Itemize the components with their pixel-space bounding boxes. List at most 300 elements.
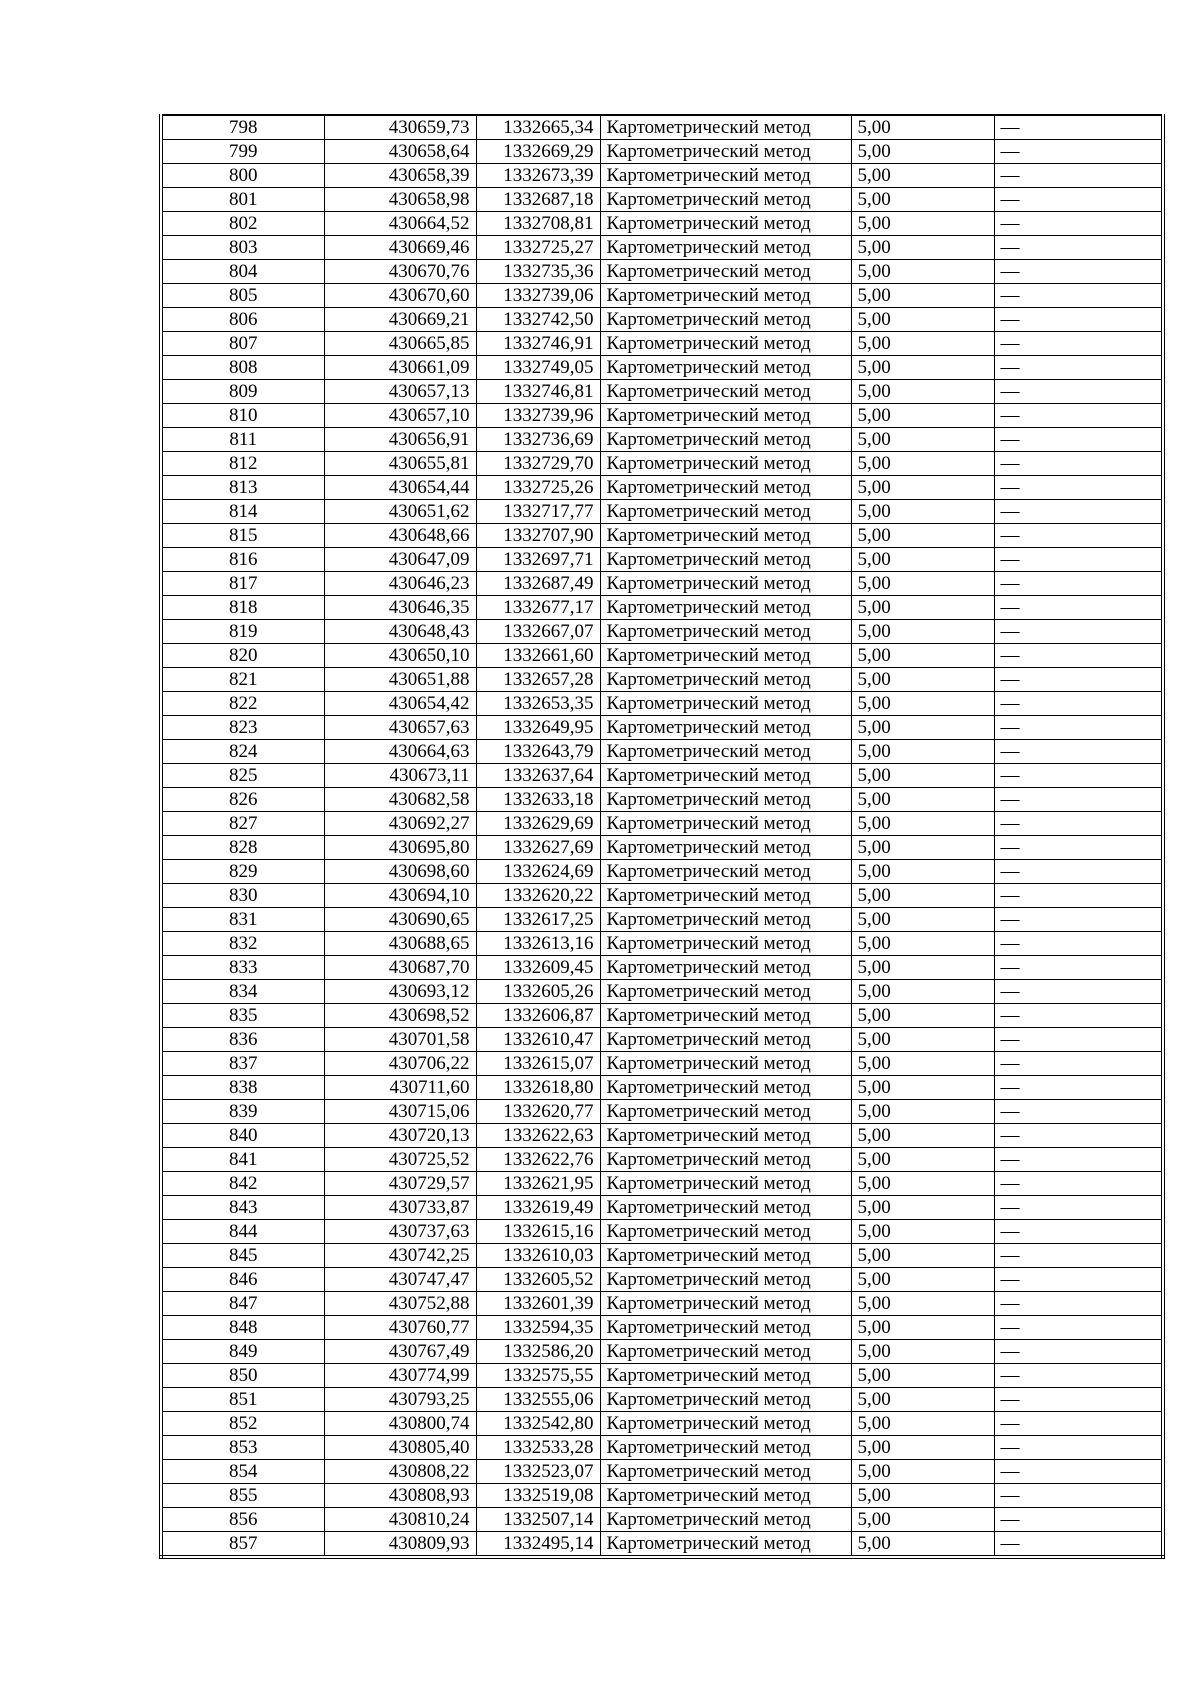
table-row bbox=[161, 884, 1163, 908]
y-coordinate-cell: 1332677,17 bbox=[476, 596, 600, 620]
table-row bbox=[161, 620, 1163, 644]
y-coordinate-cell: 1332609,45 bbox=[476, 956, 600, 980]
table-row bbox=[161, 1436, 1163, 1460]
y-coordinate-cell: 1332613,16 bbox=[476, 932, 600, 956]
table-row bbox=[161, 380, 1163, 404]
x-coordinate-cell: 430793,25 bbox=[324, 1388, 476, 1412]
accuracy-cell: 5,00 bbox=[851, 956, 994, 980]
point-number-cell: 844 bbox=[161, 1220, 324, 1244]
point-number-cell: 806 bbox=[161, 308, 324, 332]
accuracy-cell: 5,00 bbox=[851, 1460, 994, 1484]
point-number-cell: 850 bbox=[161, 1364, 324, 1388]
method-cell: Картометрический метод bbox=[600, 1460, 851, 1484]
method-cell: Картометрический метод bbox=[600, 572, 851, 596]
accuracy-cell: 5,00 bbox=[851, 1172, 994, 1196]
y-coordinate-cell: 1332657,28 bbox=[476, 668, 600, 692]
point-number-cell: 843 bbox=[161, 1196, 324, 1220]
table-row bbox=[161, 332, 1163, 356]
x-coordinate-cell: 430657,13 bbox=[324, 380, 476, 404]
table-row bbox=[161, 404, 1163, 428]
note-cell: — bbox=[994, 476, 1163, 500]
y-coordinate-cell: 1332627,69 bbox=[476, 836, 600, 860]
method-cell: Картометрический метод bbox=[600, 956, 851, 980]
note-cell: — bbox=[994, 284, 1163, 308]
table-row bbox=[161, 548, 1163, 572]
note-cell: — bbox=[994, 356, 1163, 380]
coordinates-table-body bbox=[161, 115, 1163, 1557]
point-number-cell: 851 bbox=[161, 1388, 324, 1412]
table-row bbox=[161, 212, 1163, 236]
coordinates-table bbox=[159, 114, 1165, 1559]
note-cell: — bbox=[994, 644, 1163, 668]
y-coordinate-cell: 1332725,26 bbox=[476, 476, 600, 500]
table-row bbox=[161, 1532, 1163, 1558]
note-cell: — bbox=[994, 1220, 1163, 1244]
x-coordinate-cell: 430669,21 bbox=[324, 308, 476, 332]
accuracy-cell: 5,00 bbox=[851, 1508, 994, 1532]
y-coordinate-cell: 1332697,71 bbox=[476, 548, 600, 572]
x-coordinate-cell: 430688,65 bbox=[324, 932, 476, 956]
note-cell: — bbox=[994, 1388, 1163, 1412]
point-number-cell: 829 bbox=[161, 860, 324, 884]
accuracy-cell: 5,00 bbox=[851, 716, 994, 740]
note-cell: — bbox=[994, 164, 1163, 188]
x-coordinate-cell: 430655,81 bbox=[324, 452, 476, 476]
table-row bbox=[161, 1148, 1163, 1172]
note-cell: — bbox=[994, 1148, 1163, 1172]
point-number-cell: 802 bbox=[161, 212, 324, 236]
method-cell: Картометрический метод bbox=[600, 1100, 851, 1124]
point-number-cell: 846 bbox=[161, 1268, 324, 1292]
note-cell: — bbox=[994, 692, 1163, 716]
x-coordinate-cell: 430729,57 bbox=[324, 1172, 476, 1196]
note-cell: — bbox=[994, 860, 1163, 884]
table-row bbox=[161, 716, 1163, 740]
accuracy-cell: 5,00 bbox=[851, 1196, 994, 1220]
x-coordinate-cell: 430720,13 bbox=[324, 1124, 476, 1148]
y-coordinate-cell: 1332629,69 bbox=[476, 812, 600, 836]
x-coordinate-cell: 430747,47 bbox=[324, 1268, 476, 1292]
x-coordinate-cell: 430654,44 bbox=[324, 476, 476, 500]
point-number-cell: 841 bbox=[161, 1148, 324, 1172]
method-cell: Картометрический метод bbox=[600, 164, 851, 188]
y-coordinate-cell: 1332717,77 bbox=[476, 500, 600, 524]
accuracy-cell: 5,00 bbox=[851, 644, 994, 668]
accuracy-cell: 5,00 bbox=[851, 1148, 994, 1172]
y-coordinate-cell: 1332586,20 bbox=[476, 1340, 600, 1364]
x-coordinate-cell: 430690,65 bbox=[324, 908, 476, 932]
method-cell: Картометрический метод bbox=[600, 1220, 851, 1244]
point-number-cell: 823 bbox=[161, 716, 324, 740]
accuracy-cell: 5,00 bbox=[851, 260, 994, 284]
point-number-cell: 818 bbox=[161, 596, 324, 620]
method-cell: Картометрический метод bbox=[600, 356, 851, 380]
accuracy-cell: 5,00 bbox=[851, 1340, 994, 1364]
x-coordinate-cell: 430687,70 bbox=[324, 956, 476, 980]
point-number-cell: 827 bbox=[161, 812, 324, 836]
note-cell: — bbox=[994, 260, 1163, 284]
note-cell: — bbox=[994, 1340, 1163, 1364]
method-cell: Картометрический метод bbox=[600, 908, 851, 932]
table-row bbox=[161, 1100, 1163, 1124]
table-row bbox=[161, 284, 1163, 308]
method-cell: Картометрический метод bbox=[600, 332, 851, 356]
point-number-cell: 825 bbox=[161, 764, 324, 788]
accuracy-cell: 5,00 bbox=[851, 404, 994, 428]
table-row bbox=[161, 452, 1163, 476]
table-row bbox=[161, 1412, 1163, 1436]
note-cell: — bbox=[994, 668, 1163, 692]
table-row bbox=[161, 1004, 1163, 1028]
y-coordinate-cell: 1332615,07 bbox=[476, 1052, 600, 1076]
accuracy-cell: 5,00 bbox=[851, 596, 994, 620]
accuracy-cell: 5,00 bbox=[851, 1220, 994, 1244]
table-row bbox=[161, 260, 1163, 284]
y-coordinate-cell: 1332687,18 bbox=[476, 188, 600, 212]
note-cell: — bbox=[994, 212, 1163, 236]
table-row bbox=[161, 1076, 1163, 1100]
note-cell: — bbox=[994, 572, 1163, 596]
accuracy-cell: 5,00 bbox=[851, 500, 994, 524]
y-coordinate-cell: 1332507,14 bbox=[476, 1508, 600, 1532]
note-cell: — bbox=[994, 236, 1163, 260]
y-coordinate-cell: 1332643,79 bbox=[476, 740, 600, 764]
method-cell: Картометрический метод bbox=[600, 1196, 851, 1220]
point-number-cell: 800 bbox=[161, 164, 324, 188]
x-coordinate-cell: 430810,24 bbox=[324, 1508, 476, 1532]
table-row bbox=[161, 1508, 1163, 1532]
x-coordinate-cell: 430742,25 bbox=[324, 1244, 476, 1268]
method-cell: Картометрический метод bbox=[600, 1172, 851, 1196]
note-cell: — bbox=[994, 1268, 1163, 1292]
method-cell: Картометрический метод bbox=[600, 1124, 851, 1148]
note-cell: — bbox=[994, 764, 1163, 788]
note-cell: — bbox=[994, 1244, 1163, 1268]
accuracy-cell: 5,00 bbox=[851, 1292, 994, 1316]
y-coordinate-cell: 1332739,06 bbox=[476, 284, 600, 308]
y-coordinate-cell: 1332653,35 bbox=[476, 692, 600, 716]
point-number-cell: 828 bbox=[161, 836, 324, 860]
method-cell: Картометрический метод bbox=[600, 1244, 851, 1268]
note-cell: — bbox=[994, 308, 1163, 332]
x-coordinate-cell: 430657,63 bbox=[324, 716, 476, 740]
note-cell: — bbox=[994, 115, 1163, 140]
point-number-cell: 807 bbox=[161, 332, 324, 356]
method-cell: Картометрический метод bbox=[600, 764, 851, 788]
table-row bbox=[161, 115, 1163, 140]
y-coordinate-cell: 1332575,55 bbox=[476, 1364, 600, 1388]
table-row bbox=[161, 164, 1163, 188]
point-number-cell: 832 bbox=[161, 932, 324, 956]
table-row bbox=[161, 572, 1163, 596]
point-number-cell: 805 bbox=[161, 284, 324, 308]
accuracy-cell: 5,00 bbox=[851, 212, 994, 236]
y-coordinate-cell: 1332667,07 bbox=[476, 620, 600, 644]
accuracy-cell: 5,00 bbox=[851, 1004, 994, 1028]
note-cell: — bbox=[994, 1292, 1163, 1316]
accuracy-cell: 5,00 bbox=[851, 1364, 994, 1388]
method-cell: Картометрический метод bbox=[600, 380, 851, 404]
point-number-cell: 821 bbox=[161, 668, 324, 692]
y-coordinate-cell: 1332624,69 bbox=[476, 860, 600, 884]
method-cell: Картометрический метод bbox=[600, 1340, 851, 1364]
table-row bbox=[161, 140, 1163, 164]
method-cell: Картометрический метод bbox=[600, 812, 851, 836]
point-number-cell: 813 bbox=[161, 476, 324, 500]
y-coordinate-cell: 1332610,47 bbox=[476, 1028, 600, 1052]
x-coordinate-cell: 430669,46 bbox=[324, 236, 476, 260]
accuracy-cell: 5,00 bbox=[851, 1028, 994, 1052]
note-cell: — bbox=[994, 716, 1163, 740]
y-coordinate-cell: 1332610,03 bbox=[476, 1244, 600, 1268]
note-cell: — bbox=[994, 812, 1163, 836]
y-coordinate-cell: 1332605,26 bbox=[476, 980, 600, 1004]
note-cell: — bbox=[994, 1316, 1163, 1340]
y-coordinate-cell: 1332495,14 bbox=[476, 1532, 600, 1558]
method-cell: Картометрический метод bbox=[600, 716, 851, 740]
method-cell: Картометрический метод bbox=[600, 308, 851, 332]
accuracy-cell: 5,00 bbox=[851, 548, 994, 572]
note-cell: — bbox=[994, 1076, 1163, 1100]
table-row bbox=[161, 668, 1163, 692]
y-coordinate-cell: 1332620,22 bbox=[476, 884, 600, 908]
x-coordinate-cell: 430694,10 bbox=[324, 884, 476, 908]
y-coordinate-cell: 1332739,96 bbox=[476, 404, 600, 428]
note-cell: — bbox=[994, 1028, 1163, 1052]
x-coordinate-cell: 430648,43 bbox=[324, 620, 476, 644]
point-number-cell: 803 bbox=[161, 236, 324, 260]
x-coordinate-cell: 430657,10 bbox=[324, 404, 476, 428]
table-row bbox=[161, 1364, 1163, 1388]
x-coordinate-cell: 430651,88 bbox=[324, 668, 476, 692]
table-row bbox=[161, 1460, 1163, 1484]
method-cell: Картометрический метод bbox=[600, 476, 851, 500]
accuracy-cell: 5,00 bbox=[851, 428, 994, 452]
x-coordinate-cell: 430673,11 bbox=[324, 764, 476, 788]
note-cell: — bbox=[994, 1004, 1163, 1028]
x-coordinate-cell: 430805,40 bbox=[324, 1436, 476, 1460]
point-number-cell: 808 bbox=[161, 356, 324, 380]
point-number-cell: 824 bbox=[161, 740, 324, 764]
accuracy-cell: 5,00 bbox=[851, 476, 994, 500]
point-number-cell: 842 bbox=[161, 1172, 324, 1196]
x-coordinate-cell: 430656,91 bbox=[324, 428, 476, 452]
x-coordinate-cell: 430664,63 bbox=[324, 740, 476, 764]
method-cell: Картометрический метод bbox=[600, 980, 851, 1004]
note-cell: — bbox=[994, 1412, 1163, 1436]
accuracy-cell: 5,00 bbox=[851, 452, 994, 476]
y-coordinate-cell: 1332661,60 bbox=[476, 644, 600, 668]
method-cell: Картометрический метод bbox=[600, 260, 851, 284]
x-coordinate-cell: 430658,39 bbox=[324, 164, 476, 188]
y-coordinate-cell: 1332606,87 bbox=[476, 1004, 600, 1028]
table-row bbox=[161, 236, 1163, 260]
method-cell: Картометрический метод bbox=[600, 860, 851, 884]
y-coordinate-cell: 1332519,08 bbox=[476, 1484, 600, 1508]
y-coordinate-cell: 1332687,49 bbox=[476, 572, 600, 596]
x-coordinate-cell: 430693,12 bbox=[324, 980, 476, 1004]
table-row bbox=[161, 836, 1163, 860]
x-coordinate-cell: 430760,77 bbox=[324, 1316, 476, 1340]
table-row bbox=[161, 356, 1163, 380]
accuracy-cell: 5,00 bbox=[851, 1388, 994, 1412]
note-cell: — bbox=[994, 1172, 1163, 1196]
point-number-cell: 817 bbox=[161, 572, 324, 596]
x-coordinate-cell: 430659,73 bbox=[324, 115, 476, 140]
table-row bbox=[161, 740, 1163, 764]
table-row bbox=[161, 1292, 1163, 1316]
table-row bbox=[161, 956, 1163, 980]
x-coordinate-cell: 430658,64 bbox=[324, 140, 476, 164]
method-cell: Картометрический метод bbox=[600, 620, 851, 644]
accuracy-cell: 5,00 bbox=[851, 836, 994, 860]
point-number-cell: 856 bbox=[161, 1508, 324, 1532]
y-coordinate-cell: 1332542,80 bbox=[476, 1412, 600, 1436]
accuracy-cell: 5,00 bbox=[851, 140, 994, 164]
table-row bbox=[161, 1388, 1163, 1412]
y-coordinate-cell: 1332729,70 bbox=[476, 452, 600, 476]
note-cell: — bbox=[994, 1436, 1163, 1460]
table-row bbox=[161, 1220, 1163, 1244]
x-coordinate-cell: 430651,62 bbox=[324, 500, 476, 524]
x-coordinate-cell: 430670,60 bbox=[324, 284, 476, 308]
table-row bbox=[161, 932, 1163, 956]
accuracy-cell: 5,00 bbox=[851, 524, 994, 548]
table-row bbox=[161, 860, 1163, 884]
y-coordinate-cell: 1332633,18 bbox=[476, 788, 600, 812]
y-coordinate-cell: 1332615,16 bbox=[476, 1220, 600, 1244]
table-row bbox=[161, 524, 1163, 548]
point-number-cell: 837 bbox=[161, 1052, 324, 1076]
point-number-cell: 852 bbox=[161, 1412, 324, 1436]
y-coordinate-cell: 1332622,63 bbox=[476, 1124, 600, 1148]
table-row bbox=[161, 1124, 1163, 1148]
table-row bbox=[161, 1340, 1163, 1364]
x-coordinate-cell: 430800,74 bbox=[324, 1412, 476, 1436]
point-number-cell: 857 bbox=[161, 1532, 324, 1558]
y-coordinate-cell: 1332601,39 bbox=[476, 1292, 600, 1316]
point-number-cell: 849 bbox=[161, 1340, 324, 1364]
table-row bbox=[161, 476, 1163, 500]
method-cell: Картометрический метод bbox=[600, 644, 851, 668]
point-number-cell: 812 bbox=[161, 452, 324, 476]
y-coordinate-cell: 1332742,50 bbox=[476, 308, 600, 332]
x-coordinate-cell: 430682,58 bbox=[324, 788, 476, 812]
point-number-cell: 822 bbox=[161, 692, 324, 716]
accuracy-cell: 5,00 bbox=[851, 884, 994, 908]
table-row bbox=[161, 188, 1163, 212]
accuracy-cell: 5,00 bbox=[851, 1076, 994, 1100]
y-coordinate-cell: 1332673,39 bbox=[476, 164, 600, 188]
x-coordinate-cell: 430808,22 bbox=[324, 1460, 476, 1484]
y-coordinate-cell: 1332618,80 bbox=[476, 1076, 600, 1100]
accuracy-cell: 5,00 bbox=[851, 284, 994, 308]
point-number-cell: 799 bbox=[161, 140, 324, 164]
method-cell: Картометрический метод bbox=[600, 1028, 851, 1052]
note-cell: — bbox=[994, 524, 1163, 548]
method-cell: Картометрический метод bbox=[600, 1484, 851, 1508]
point-number-cell: 820 bbox=[161, 644, 324, 668]
accuracy-cell: 5,00 bbox=[851, 236, 994, 260]
y-coordinate-cell: 1332523,07 bbox=[476, 1460, 600, 1484]
table-row bbox=[161, 812, 1163, 836]
method-cell: Картометрический метод bbox=[600, 1052, 851, 1076]
x-coordinate-cell: 430725,52 bbox=[324, 1148, 476, 1172]
table-row bbox=[161, 1484, 1163, 1508]
note-cell: — bbox=[994, 1100, 1163, 1124]
accuracy-cell: 5,00 bbox=[851, 692, 994, 716]
method-cell: Картометрический метод bbox=[600, 452, 851, 476]
x-coordinate-cell: 430711,60 bbox=[324, 1076, 476, 1100]
y-coordinate-cell: 1332637,64 bbox=[476, 764, 600, 788]
point-number-cell: 834 bbox=[161, 980, 324, 1004]
method-cell: Картометрический метод bbox=[600, 1388, 851, 1412]
x-coordinate-cell: 430767,49 bbox=[324, 1340, 476, 1364]
accuracy-cell: 5,00 bbox=[851, 1412, 994, 1436]
x-coordinate-cell: 430695,80 bbox=[324, 836, 476, 860]
accuracy-cell: 5,00 bbox=[851, 932, 994, 956]
note-cell: — bbox=[994, 620, 1163, 644]
method-cell: Картометрический метод bbox=[600, 284, 851, 308]
point-number-cell: 838 bbox=[161, 1076, 324, 1100]
point-number-cell: 835 bbox=[161, 1004, 324, 1028]
method-cell: Картометрический метод bbox=[600, 1316, 851, 1340]
method-cell: Картометрический метод bbox=[600, 1268, 851, 1292]
x-coordinate-cell: 430661,09 bbox=[324, 356, 476, 380]
note-cell: — bbox=[994, 188, 1163, 212]
accuracy-cell: 5,00 bbox=[851, 1268, 994, 1292]
method-cell: Картометрический метод bbox=[600, 596, 851, 620]
note-cell: — bbox=[994, 932, 1163, 956]
x-coordinate-cell: 430658,98 bbox=[324, 188, 476, 212]
note-cell: — bbox=[994, 956, 1163, 980]
x-coordinate-cell: 430737,63 bbox=[324, 1220, 476, 1244]
method-cell: Картометрический метод bbox=[600, 500, 851, 524]
point-number-cell: 810 bbox=[161, 404, 324, 428]
point-number-cell: 840 bbox=[161, 1124, 324, 1148]
accuracy-cell: 5,00 bbox=[851, 188, 994, 212]
method-cell: Картометрический метод bbox=[600, 115, 851, 140]
table-row bbox=[161, 1244, 1163, 1268]
table-row bbox=[161, 1028, 1163, 1052]
method-cell: Картометрический метод bbox=[600, 692, 851, 716]
point-number-cell: 831 bbox=[161, 908, 324, 932]
note-cell: — bbox=[994, 980, 1163, 1004]
x-coordinate-cell: 430733,87 bbox=[324, 1196, 476, 1220]
note-cell: — bbox=[994, 452, 1163, 476]
accuracy-cell: 5,00 bbox=[851, 1436, 994, 1460]
note-cell: — bbox=[994, 1364, 1163, 1388]
accuracy-cell: 5,00 bbox=[851, 164, 994, 188]
y-coordinate-cell: 1332749,05 bbox=[476, 356, 600, 380]
accuracy-cell: 5,00 bbox=[851, 980, 994, 1004]
y-coordinate-cell: 1332605,52 bbox=[476, 1268, 600, 1292]
y-coordinate-cell: 1332649,95 bbox=[476, 716, 600, 740]
note-cell: — bbox=[994, 740, 1163, 764]
x-coordinate-cell: 430692,27 bbox=[324, 812, 476, 836]
method-cell: Картометрический метод bbox=[600, 884, 851, 908]
table-row bbox=[161, 764, 1163, 788]
accuracy-cell: 5,00 bbox=[851, 1052, 994, 1076]
note-cell: — bbox=[994, 428, 1163, 452]
note-cell: — bbox=[994, 1124, 1163, 1148]
accuracy-cell: 5,00 bbox=[851, 356, 994, 380]
note-cell: — bbox=[994, 1484, 1163, 1508]
table-row bbox=[161, 1196, 1163, 1220]
x-coordinate-cell: 430654,42 bbox=[324, 692, 476, 716]
note-cell: — bbox=[994, 788, 1163, 812]
table-row bbox=[161, 908, 1163, 932]
